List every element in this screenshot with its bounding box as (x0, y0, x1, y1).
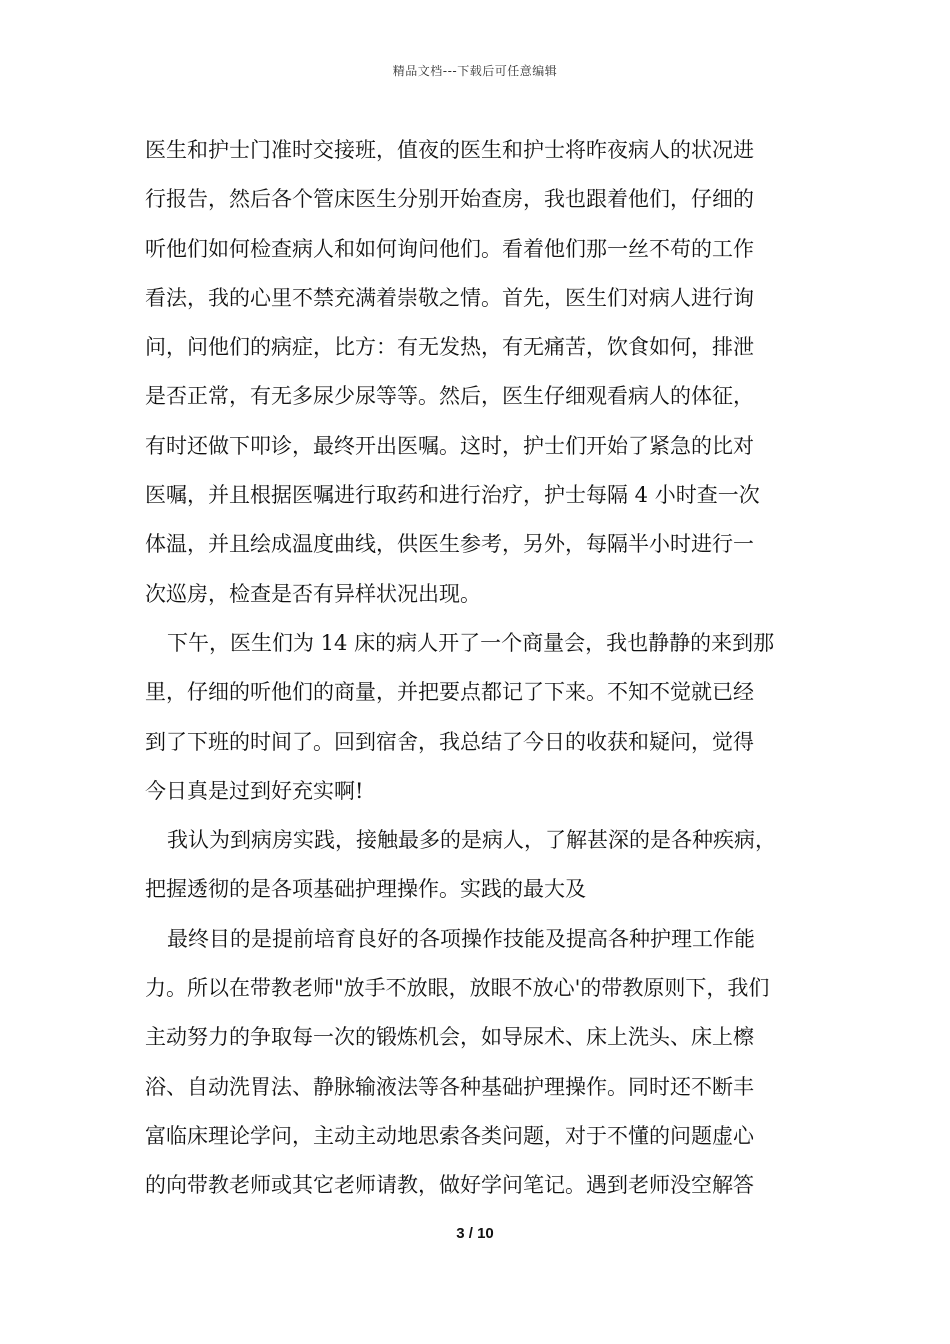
page-header: 精品文档---下载后可任意编辑 (392, 64, 558, 78)
text-line: 富临床理论学问，主动主动地思索各类问题，对于不懂的问题虚心 (145, 1123, 754, 1148)
text-line: 最终目的是提前培育良好的各项操作技能及提高各种护理工作能 (167, 926, 755, 951)
text-line: 里，仔细的听他们的商量，并把要点都记了下来。不知不觉就已经 (145, 680, 754, 705)
text-line: 我认为到病房实践，接触最多的是病人，了解甚深的是各种疾病， (167, 828, 776, 853)
text-line: 是否正常，有无多尿少尿等等。然后，医生仔细观看病人的体征， (145, 384, 754, 409)
text-line: 问，问他们的病症，比方：有无发热，有无痛苦，饮食如何，排泄 (145, 335, 754, 360)
text-line: 看法，我的心里不禁充满着崇敬之情。首先，医生们对病人进行询 (145, 285, 754, 310)
text-line: 体温，并且绘成温度曲线，供医生参考，另外，每隔半小时进行一 (145, 532, 754, 557)
text-line: 次巡房，检查是否有异样状况出现。 (145, 581, 481, 606)
text-line: 把握透彻的是各项基础护理操作。实践的最大及 (145, 877, 586, 902)
text-line: 医嘱，并且根据医嘱进行取药和进行治疗，护士每隔 4 小时查一次 (145, 483, 760, 508)
text-line: 到了下班的时间了。回到宿舍，我总结了今日的收获和疑问，觉得 (145, 729, 754, 754)
text-line: 力。所以在带教老师"放手不放眼，放眼不放心'的带教原则下，我们 (145, 976, 770, 1001)
text-line: 有时还做下叩诊，最终开出医嘱。这时，护士们开始了紧急的比对 (145, 433, 754, 458)
text-line: 浴、自动洗胃法、静脉输液法等各种基础护理操作。同时还不断丰 (145, 1074, 754, 1099)
text-line: 主动努力的争取每一次的锻炼机会，如导尿术、床上洗头、床上檫 (145, 1025, 754, 1050)
text-line: 医生和护士门准时交接班，值夜的医生和护士将昨夜病人的状况进 (145, 138, 754, 162)
document-body (145, 126, 825, 1211)
text-line: 行报告，然后各个管床医生分别开始查房，我也跟着他们，仔细的 (145, 187, 754, 212)
text-line: 的向带教老师或其它老师请教，做好学问笔记。遇到老师没空解答 (145, 1173, 754, 1198)
text-line: 今日真是过到好充实啊! (145, 778, 364, 803)
text-line: 下午，医生们为 14 床的病人开了一个商量会，我也静静的来到那 (167, 630, 775, 655)
page-number: 3 / 10 (456, 1225, 494, 1242)
text-line: 听他们如何检查病人和如何询问他们。看着他们那一丝不苟的工作 (145, 236, 754, 261)
